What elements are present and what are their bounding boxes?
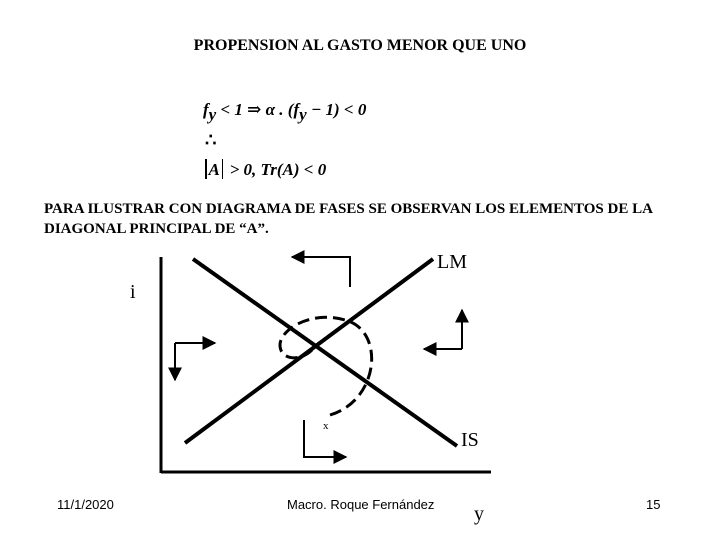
footer-page-number: 15 <box>646 497 661 512</box>
formula-1-sub-1: y <box>208 105 217 124</box>
arrow-cross-top <box>292 257 350 287</box>
is-label: IS <box>461 429 479 451</box>
formula-1-pre: f <box>203 100 209 119</box>
lm-label: LM <box>437 251 467 273</box>
formula-1-sub-2: y <box>299 105 307 124</box>
is-curve <box>193 259 457 446</box>
footer-date: 11/1/2020 <box>57 497 114 512</box>
description-paragraph: PARA ILUSTRAR CON DIAGRAMA DE FASES SE OBSERVAN LOS ELEMENTOS DE LA DIAGONAL PRINCIPAL DE “A”. <box>44 201 653 237</box>
formula-1-mid: < 1 ⇒ α . (f <box>216 100 300 119</box>
footer-author: Macro. Roque Fernández <box>287 497 435 512</box>
y-axis-label: i <box>130 281 136 303</box>
formula-3-pre: A <box>208 160 220 179</box>
therefore-symbol: ∴ <box>205 130 217 150</box>
formula-1-post: − 1) < 0 <box>306 100 367 119</box>
small-x-label: x <box>323 420 329 432</box>
formula-3-post: > 0, Tr(A) < 0 <box>225 160 327 179</box>
x-axis-label: y <box>474 503 484 525</box>
slide-title: PROPENSION AL GASTO MENOR QUE UNO <box>193 37 527 54</box>
